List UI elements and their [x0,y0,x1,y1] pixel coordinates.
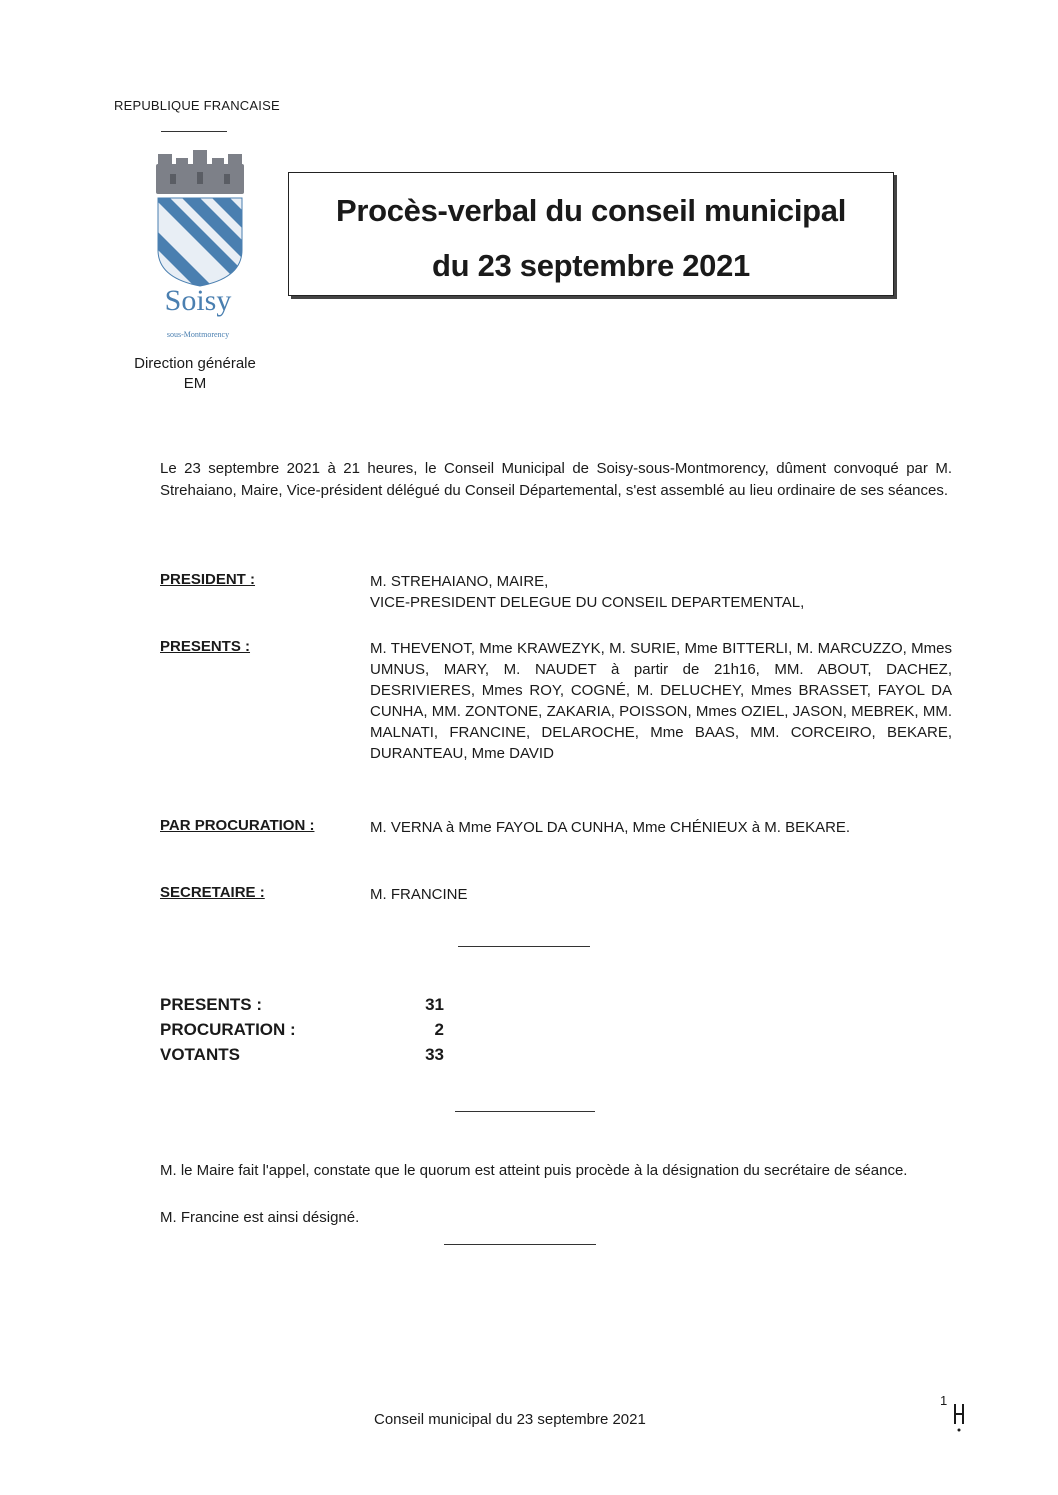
direction-block [110,354,280,394]
presents-value: M. THEVENOT, Mme KRAWEZYK, M. SURIE, Mme BITTERLI, M. MARCUZZO, Mmes UMNUS, MARY, M. NAUDET à partir de 21h16, MM. ABOUT, DACHEZ, DESRIVIERES, Mmes ROY, COGNÉ, M. DELUCHEY, Mmes BRASSET, FAYOL DA CUNHA, MM. ZONTONE, ZAKARIA, POISSON, Mmes OZIEL, JASON, MEBREK, MM. MALNATI, FRANCINE, DELAROCHE, Mme BAAS, MM. CORCEIRO, BEKARE, DURANTEAU, Mme DAVID [370,640,952,762]
procuration-label: PAR PROCURATION : [160,817,315,834]
direction-line-1: Direction générale [134,355,256,372]
republique-heading: REPUBLIQUE FRANCAISE [114,98,280,113]
count-votants-label: VOTANTS [160,1045,240,1064]
intro-paragraph [160,458,952,502]
count-procuration-label: PROCURATION : [160,1020,296,1039]
title-box [288,172,894,296]
section-divider-3 [444,1244,596,1245]
president-label: PRESIDENT : [160,571,256,588]
soisy-crest-logo [150,150,250,290]
page-number: 1 [940,1393,948,1408]
count-procuration-value: 2 [434,1020,444,1039]
designation-paragraph: M. Francine est ainsi désigné. [160,1209,360,1226]
logo-wordmark: Soisy [164,284,232,317]
count-presents-value: 31 [425,995,444,1014]
count-votants-value: 33 [425,1045,444,1064]
title-line-1: Procès-verbal du conseil municipal [335,193,847,228]
section-divider-1 [458,946,590,947]
title-line-2: du 23 septembre 2021 [432,248,750,283]
president-value [370,571,950,613]
count-presents-label: PRESENTS : [160,995,263,1014]
president-line-1: M. STREHAIANO, MAIRE, [370,573,549,590]
header-divider [161,131,227,132]
section-divider-2 [455,1111,595,1112]
direction-line-2: EM [183,375,207,392]
appel-paragraph: M. le Maire fait l'appel, constate que le quorum est atteint puis procède à la désignation du secrétaire de séance. [160,1162,908,1179]
secretaire-label: SECRETAIRE : [160,884,265,901]
footer-text: Conseil municipal du 23 septembre 2021 [374,1411,646,1428]
logo-subtitle: sous-Montmorency [166,330,230,339]
secretaire-value: M. FRANCINE [370,886,468,903]
president-line-2: VICE-PRESIDENT DELEGUE DU CONSEIL DEPARTEMENTAL, [370,594,805,611]
initials-mark [952,1402,966,1432]
presents-label: PRESENTS : [160,638,251,655]
intro-text: Le 23 septembre 2021 à 21 heures, le Conseil Municipal de Soisy-sous-Montmorency, dûment convoqué par M. Strehaiano, Maire, Vice-président délégué du Conseil Départemental, s'est assemblé au lieu ordinaire de ses séances. [160,460,952,499]
procuration-value: M. VERNA à Mme FAYOL DA CUNHA, Mme CHÉNIEUX à M. BEKARE. [370,819,851,836]
